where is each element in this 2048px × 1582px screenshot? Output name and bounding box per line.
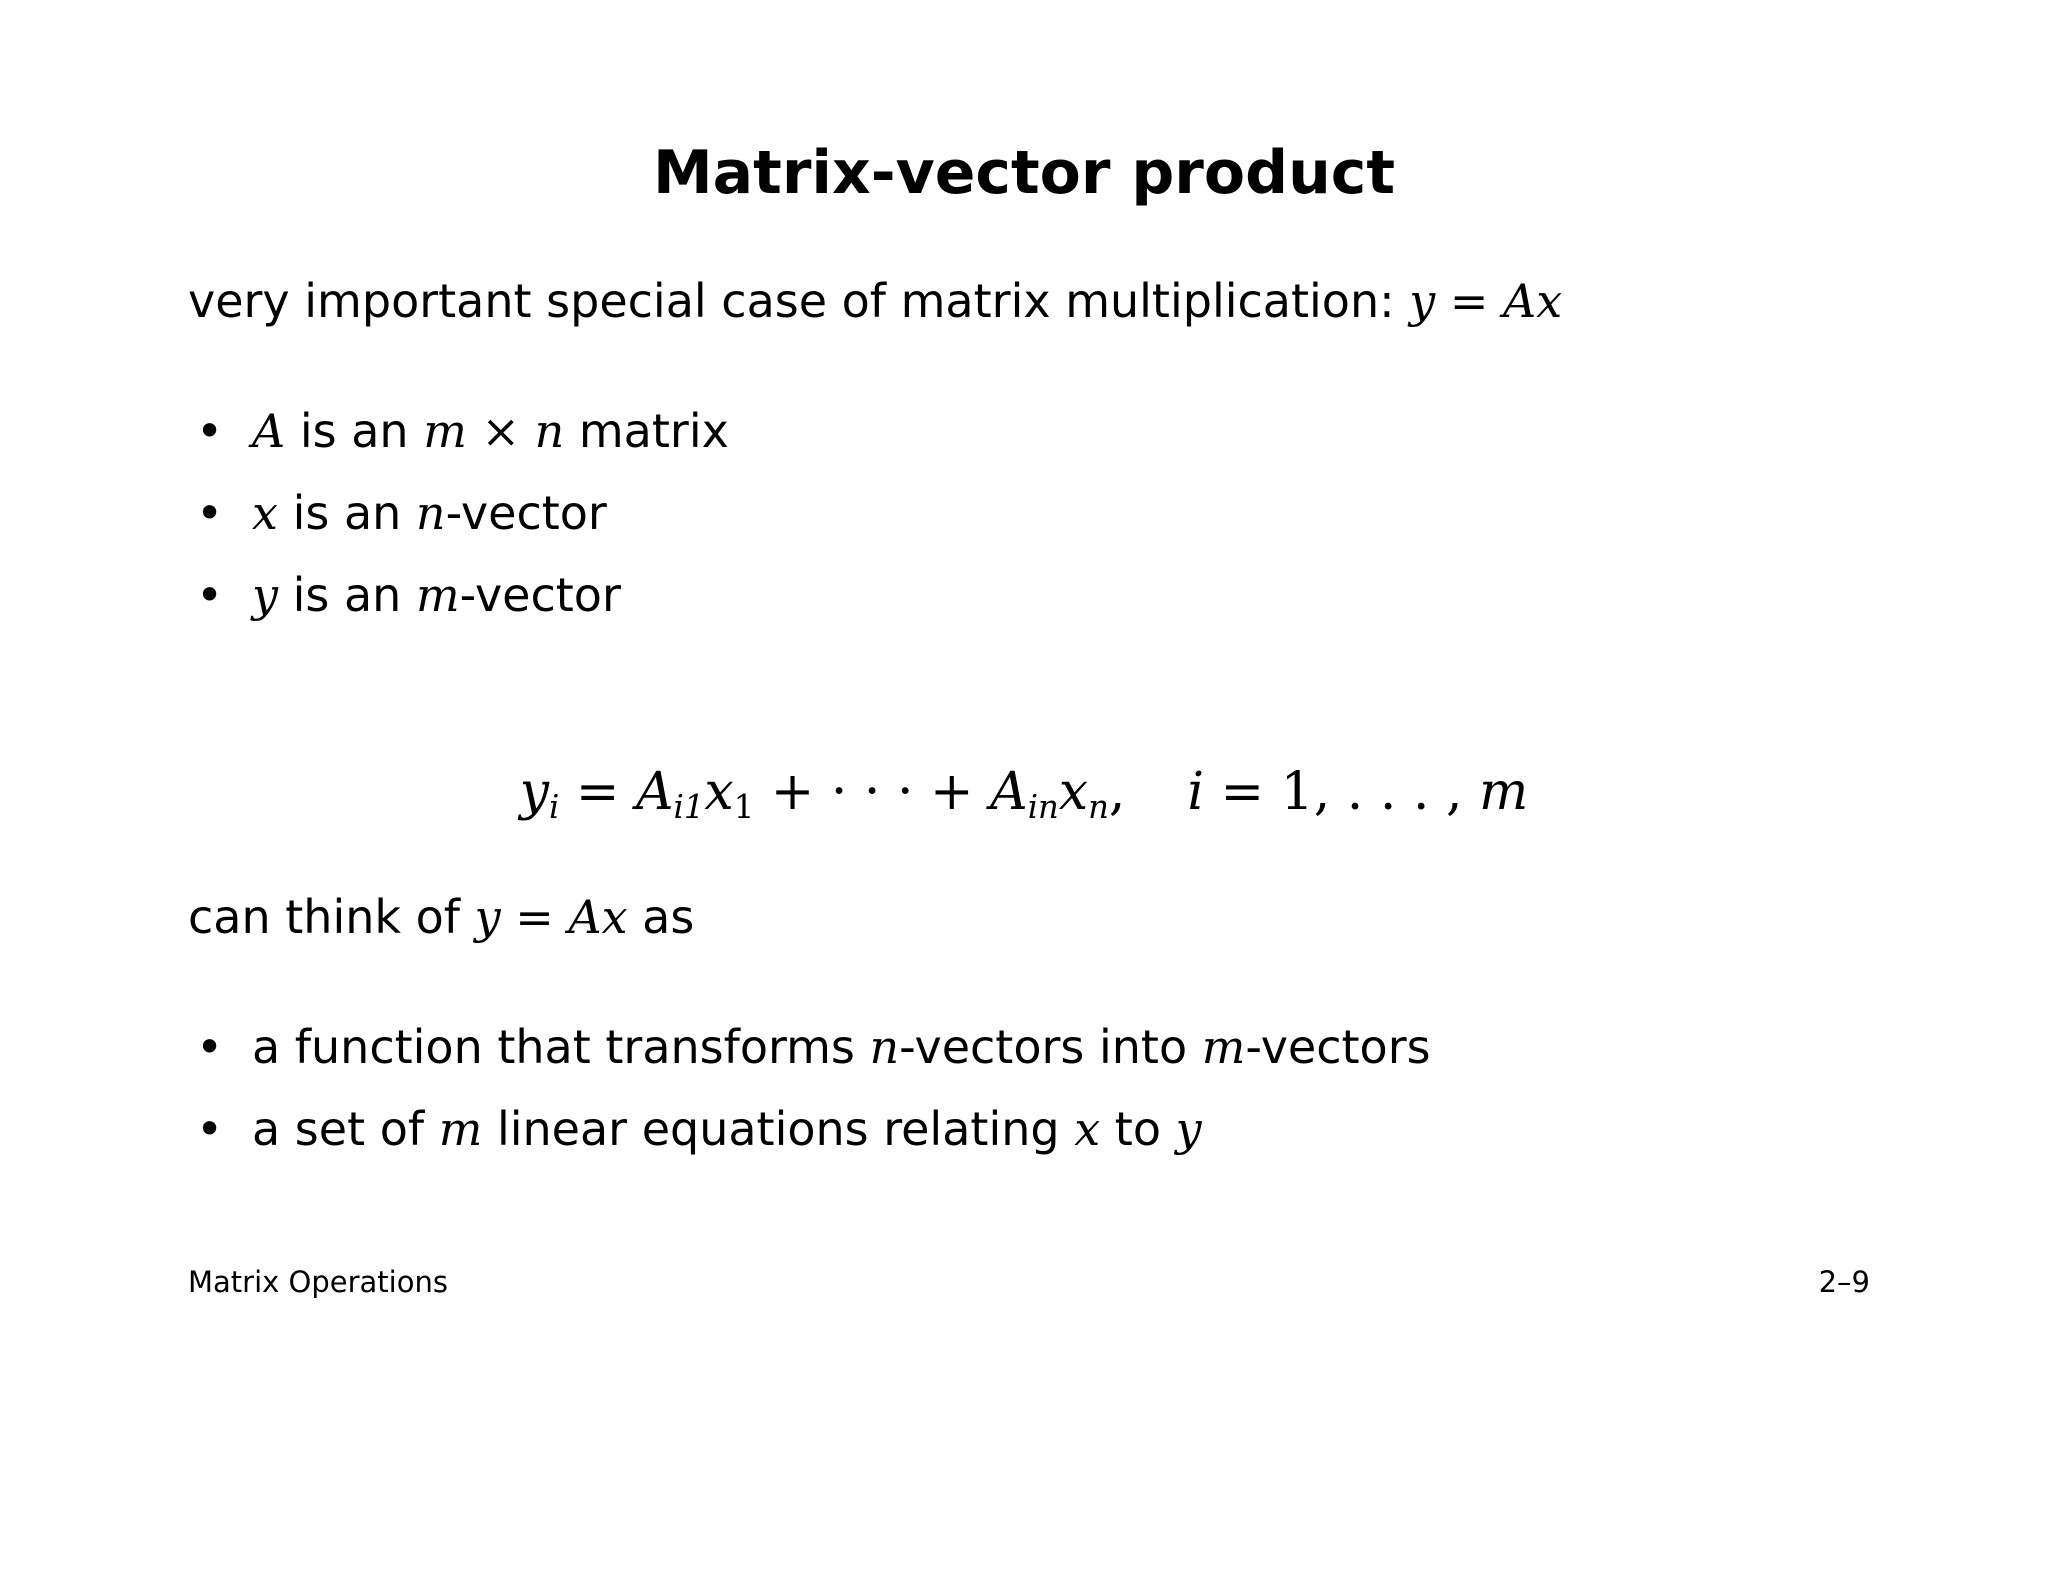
definition-item xyxy=(196,568,621,622)
interpretation-text-3: to xyxy=(1100,1102,1176,1156)
interpretation-math-3: y xyxy=(1175,1102,1202,1156)
eq-term-x-n: x xyxy=(1058,762,1089,822)
definition-text: is an xyxy=(285,404,424,458)
display-equation xyxy=(0,762,2048,826)
eq-term-x-n-sub: n xyxy=(1088,788,1109,827)
intro-text: very important special case of matrix multiplication: xyxy=(188,274,1395,328)
intro-math: y = Ax xyxy=(1409,274,1563,328)
interpretation-text: a function that transforms xyxy=(252,1020,870,1074)
definition-text: is an xyxy=(277,486,416,540)
eq-lhs: y xyxy=(519,762,550,822)
think-text: can think of xyxy=(188,890,475,944)
interpretation-math-2: m xyxy=(1201,1020,1246,1074)
eq-term-a-n-sub: in xyxy=(1027,788,1059,827)
definition-math: A xyxy=(252,404,286,458)
interpretation-text-2: linear equations relating xyxy=(482,1102,1075,1156)
slide-title: Matrix-vector product xyxy=(652,138,1396,208)
interpretation-math: n xyxy=(869,1020,900,1074)
definition-text: is an xyxy=(278,568,416,622)
definition-text-2: matrix xyxy=(564,404,729,458)
definition-math-2: n xyxy=(415,486,446,540)
eq-index: i xyxy=(1187,762,1205,822)
intro-line xyxy=(188,274,1562,328)
think-text-2: as xyxy=(627,890,695,944)
interpretation-text: a set of xyxy=(252,1102,439,1156)
eq-range-end: m xyxy=(1479,762,1529,822)
eq-comma: , xyxy=(1108,762,1126,822)
eq-term-x-sub: 1 xyxy=(733,788,755,827)
bullet-icon: • xyxy=(196,568,224,622)
definition-math: y xyxy=(252,568,278,622)
definition-item xyxy=(196,486,607,540)
eq-equals: = xyxy=(559,762,636,822)
think-line xyxy=(188,890,694,944)
eq-term-a-sub: i1 xyxy=(673,788,705,827)
definition-text-2: -vector xyxy=(459,568,621,622)
interpretation-item xyxy=(196,1020,1431,1074)
eq-term-a-n: A xyxy=(990,762,1028,822)
definition-math: x xyxy=(252,486,278,540)
eq-term-x: x xyxy=(704,762,734,822)
bullet-icon: • xyxy=(196,1020,224,1074)
definition-text-2: -vector xyxy=(445,486,607,540)
think-math: y = Ax xyxy=(474,890,628,944)
footer-page-number: 2–9 xyxy=(1818,1265,1870,1299)
bullet-icon: • xyxy=(196,404,224,458)
bullet-icon: • xyxy=(196,1102,224,1156)
interpretation-item xyxy=(196,1102,1202,1156)
interpretation-math: m xyxy=(438,1102,483,1156)
eq-range: = 1, . . . , xyxy=(1204,762,1480,822)
footer-section: Matrix Operations xyxy=(188,1265,448,1299)
definition-math-2: m × n xyxy=(423,404,565,458)
eq-term-a: A xyxy=(635,762,674,822)
bullet-icon: • xyxy=(196,486,224,540)
interpretation-text-2: -vectors into xyxy=(899,1020,1202,1074)
eq-lhs-sub: i xyxy=(549,788,560,827)
interpretation-text-3: -vectors xyxy=(1245,1020,1431,1074)
eq-middle: + · · · + xyxy=(754,762,991,822)
interpretation-math-2: x xyxy=(1074,1102,1101,1156)
definition-item xyxy=(196,404,729,458)
definition-math-2: m xyxy=(415,568,460,622)
